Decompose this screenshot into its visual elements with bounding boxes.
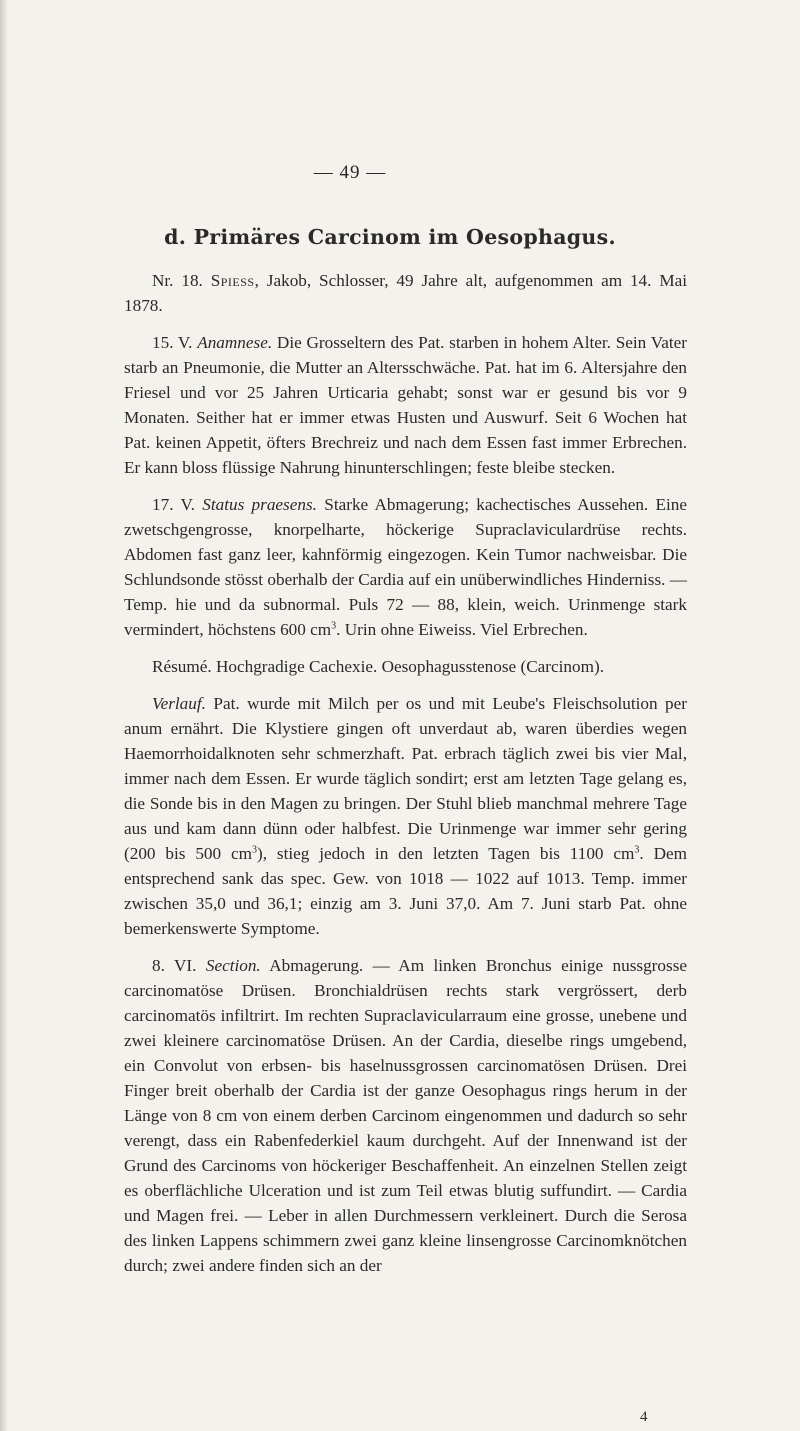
section-label: Section. — [205, 956, 261, 975]
section-heading: d. Primäres Carcinom im Oesophagus. — [164, 225, 616, 249]
body-text — [124, 268, 687, 1290]
patient-surname: Spiess — [210, 271, 255, 290]
signature-mark: 4 — [640, 1409, 648, 1425]
resume-paragraph: Résumé. Hochgradige Cachexie. Oesophagusstenose (Carcinom). — [152, 657, 604, 676]
anamnese-label: Anamnese. — [197, 333, 273, 352]
status-paragraph: 17. V. Status praesens. Starke Abmagerung; kachectisches Aussehen. Eine zwetschgengrosse, knorpelharte, höckerige Supraclaviculardrüse rechts. Abdomen fast ganz leer, kahnförmig eingezogen. Kein Tumor nachweisbar. Die Schlundsonde stösst oberhalb der Cardia auf ein unüberwindliches Hinderniss. — Temp. hie und da subnormal. Puls 72 — 88, klein, weich. Urinmenge stark vermindert, höchstens 600 $cm^3$. Urin ohne Eiweiss. Viel Erbrechen. — [124, 495, 688, 639]
case-intro-paragraph: Nr. 18. Spiess, Jakob, Schlosser, 49 Jahre alt, aufgenommen am 14. Mai 1878. — [124, 271, 688, 315]
page-edge-shadow — [0, 0, 8, 1431]
verlauf-paragraph: Verlauf. Pat. wurde mit Milch per os und mit Leube's Fleischsolution per anum ernährt. Die Klystiere gingen oft unverdaut ab, waren überdies wegen Haemorrhoidalknoten sehr schmerzhaft. Pat. erbrach täglich zwei bis vier Mal, immer nach dem Essen. Er wurde täglich sondirt; erst am letzten Tage gelang es, die Sonde bis in den Magen zu bringen. Der Stuhl blieb manchmal mehrere Tage aus und kam dann dünn oder halbfest. Die Urinmenge war immer sehr gering (200 bis 500 $cm^3$), stieg jedoch in den letzten Tagen bis 1100 $cm^3$. Dem entsprechend sank das spec. Gew. von 1018 — 1022 auf 1013. Temp. immer zwischen 35,0 und 36,1; einzig am 3. Juni 37,0. Am 7. Juni starb Pat. ohne bemerkenswerte Symptome. — [124, 694, 687, 938]
section-paragraph: 8. VI. Section. Abmagerung. — Am linken Bronchus einige nussgrosse carcinomatöse Drüsen. Bronchialdrüsen rechts stark vergrössert, derb carcinomatös infiltrirt. Im rechten Supraclavicularraum eine grosse, unebene und zwei kleinere carcinomatöse Drüsen. An der Cardia, dieselbe rings umgebend, ein Convolut von erbsen- bis haselnussgrossen carcinomatösen Drüsen. Drei Finger breit oberhalb der Cardia ist der ganze Oesophagus rings herum in der Länge von 8 cm von einem derben Carcinom eingenommen und dadurch so sehr verengt, dass ein Rabenfederkiel kaum durchgeht. Auf der Innenwand ist der Grund des Carcinoms von höckeriger Beschaffenheit. An einzelnen Stellen zeigt es oberflächliche Ulceration und ist zum Teil etwas blutig suffundirt. — Cardia und Magen frei. — Leber in allen Durchmessern verkleinert. Durch die Serosa des linken Lappens schimmern zwei ganz kleine linsengrosse Carcinomknötchen durch; zwei andere finden sich an der — [124, 956, 688, 1275]
verlauf-label: Verlauf. — [152, 694, 206, 713]
status-label: Status praesens. — [202, 495, 317, 514]
anamnese-paragraph: 15. V. Anamnese. Die Grosseltern des Pat. starben in hohem Alter. Sein Vater starb an Pneumonie, die Mutter an Altersschwäche. Pat. hat im 6. Altersjahre den Friesel und vor 25 Jahren Urticaria gehabt; sonst war er gesund bis vor 9 Monaten. Seither hat er immer etwas Husten und Auswurf. Seit 6 Wochen hat Pat. keinen Appetit, öfters Brechreiz und nach dem Essen fast immer Erbrechen. Er kann bloss flüssige Nahrung hinunterschlingen; feste bleibe stecken. — [124, 333, 687, 477]
page-number: — 49 — — [313, 162, 387, 183]
